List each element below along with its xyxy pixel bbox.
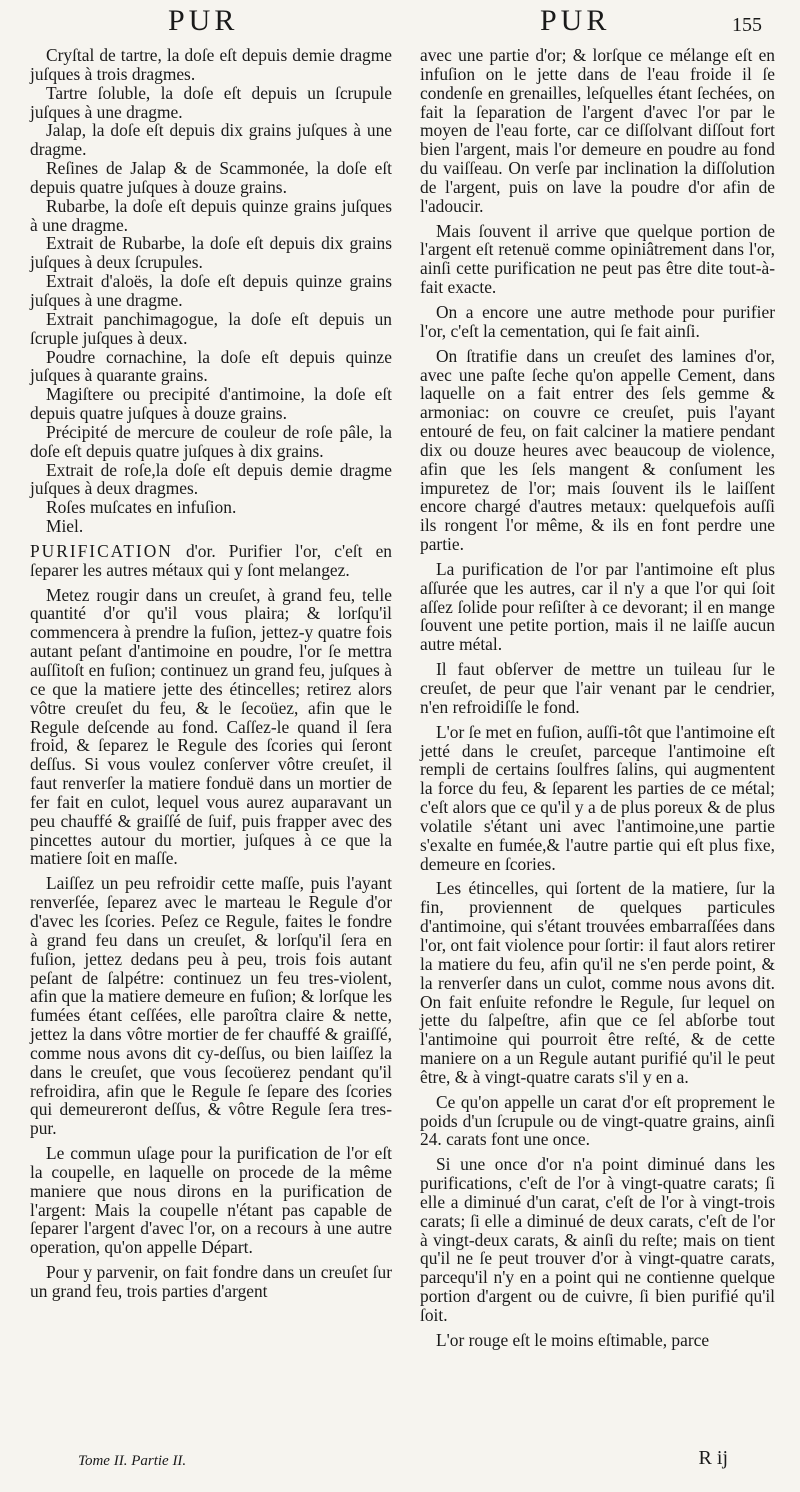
paragraph: Miel.: [46, 516, 84, 537]
entry-term: PURIFICATION: [30, 540, 173, 561]
paragraph: Extrait de Rubarbe, la doſe eſt depuis dix grains juſques à deux ſcrupules.: [30, 233, 392, 273]
paragraph: Il faut obſerver de mettre un tuileau ſur le creuſet, de peur que l'air venant par le cendrier, n'en refroidiſſe le fond.: [420, 659, 775, 717]
paragraph: Précipité de mercure de couleur de roſe pâle, la doſe eſt depuis quatre juſques à dix grains.: [30, 421, 392, 461]
entry-purification: [30, 542, 392, 580]
paragraph: Reſines de Jalap & de Scammonée, la doſe eſt depuis quatre juſques à douze grains.: [30, 158, 392, 197]
paragraph: Ce qu'on appelle un carat d'or eſt proprement le poids d'un ſcrupule ou de vingt-quatre grains, ainſi 24. carats font une once.: [420, 1091, 775, 1150]
paragraph: Tartre ſoluble, la doſe eſt depuis un ſcrupule juſques à une dragme.: [30, 82, 392, 122]
paragraph: L'or rouge eſt le moins eſtimable, parce: [436, 1329, 710, 1350]
paragraph: avec une partie d'or; & lorſque ce mélange eſt en infuſion on le jette dans de l'eau froide il ſe condenſe en grenailles, leſquelles étant ſechées, on fait la ſeparation de l'argent d'avec l'or par le moyen de l'eau forte, car ce diſſolvant diſſout fort bien l'argent, mais l'or demeure en poudre au fond du vaiſſeau. On verſe par inclination la diſſolution de l'argent, puis on lave la poudre d'or afin de l'adoucir.: [420, 45, 775, 216]
left-column: [30, 46, 392, 1301]
paragraph: Poudre cornachine, la doſe eſt depuis quinze juſques à quarante grains.: [30, 346, 392, 386]
paragraph: On a encore une autre methode pour purifier l'or, c'eſt la cementation, qui ſe fait ainſi.: [420, 301, 775, 341]
paragraph: Extrait de roſe,la doſe eſt depuis demie dragme juſques à deux dragmes.: [30, 459, 392, 499]
paragraph: Metez rougir dans un creuſet, à grand feu, telle quantité d'or qu'il vous plaira; & lorſqu'il commencera à prendre la fuſion, jettez-y quatre fois autant peſant d'antimoine en poudre, l'or ſe mettra auſſitoſt en fuſion; continuez un grand feu, juſques à ce que la matiere jette des étincelles; retirez alors vôtre creuſet du feu, & le ſecoüez, afin que le Regule deſcende au fond. Caſſez-le quand il ſera froid, & ſeparez le Regule des ſcories qui ſeront deſſus. Si vous voulez conſerver vôtre creuſet, il faut renverſer la matiere fonduë dans un mortier de fer fait en culot, lequel vous aurez auparavant un peu chauffé & graiſſé de ſuif, puis frapper avec des pincettes autour du mortier, juſques à ce que la matiere ſoit en maſſe.: [30, 584, 392, 869]
footer-volume: Tome II. Partie II.: [78, 1453, 187, 1469]
footer-signature: R ij: [698, 1447, 728, 1469]
paragraph: Extrait panchimagogue, la doſe eſt depuis un ſcruple juſques à deux.: [30, 308, 392, 348]
paragraph: Laiſſez un peu refroidir cette maſſe, puis l'ayant renverſée, ſeparez avec le marteau le Regule d'or d'avec les ſcories. Peſez ce Regule, faites le fondre à grand feu dans un creuſet, & lorſqu'il ſera en fuſion, jettez dedans peu à peu, trois fois autant peſant de ſalpétre: continuez un feu tres-violent, afin que la matiere demeure en fuſion; & lorſque les fumées étant ceſſées, elle paroîtra claire & nette, jettez la dans vôtre mortier de fer chauffé & graiſſé, comme nous avons dit cy-deſſus, ou bien laiſſez la dans le creuſet, que vous ſecoüerez pendant qu'il refroidira, afin que le Regule ſe ſepare des ſcories qui demeureront deſſus, & vôtre Regule ſera tres-pur.: [30, 873, 392, 1139]
paragraph: L'or ſe met en fuſion, auſſi-tôt que l'antimoine eſt jetté dans le creuſet, parceque l'antimoine eſt rempli de certains ſoulfres ſalins, qui augmentent la force du feu, & ſeparent les parties de ce métal; c'eſt alors que ce qu'il y a de plus poreux & de plus volatile s'étant uni avec l'antimoine,une partie s'exalte en fumée,& l'autre partie qui eſt plus fixe, demeure en ſcories.: [420, 721, 776, 874]
paragraph: On ſtratifie dans un creuſet des lamines d'or, avec une paſte ſeche qu'on appelle Cement, dans laquelle on a fait entrer des ſels gemme & armoniac: on couvre ce creuſet, puis l'ayant entouré de feu, on fait calciner la matiere pendant dix ou douze heures avec beaucoup de violence, afin que les ſels mangent & conſument les impuretez de l'or; mais ſouvent ils le laiſſent encore chargé d'autres metaux: quelquefois auſſi ils rongent l'or même, & ils en font perdre une partie.: [420, 345, 775, 555]
right-column: [420, 46, 775, 1350]
paragraph: Cryſtal de tartre, la doſe eſt depuis demie dragme juſques à trois dragmes.: [30, 45, 392, 84]
page-number: 155: [732, 14, 762, 36]
paragraph: Jalap, la doſe eſt depuis dix grains juſques à une dragme.: [30, 120, 392, 160]
running-head-right: PUR: [540, 4, 611, 37]
paragraph: Pour y parvenir, on fait fondre dans un creuſet ſur un grand feu, trois parties d'argent: [30, 1262, 392, 1301]
entry-definition: d'or. Purifier l'or, c'eſt en ſeparer les autres métaux qui y ſont melangez.: [30, 540, 392, 580]
paragraph: Mais ſouvent il arrive que quelque portion de l'argent eſt retenuë comme opiniâtrement dans l'or, ainſi cette purification ne peut pas être dite tout-à-fait exacte.: [420, 220, 775, 298]
paragraph: Extrait d'aloës, la doſe eſt depuis quinze grains juſques à une dragme.: [30, 271, 392, 310]
running-head-left: PUR: [168, 4, 239, 37]
paragraph: La purification de l'or par l'antimoine eſt plus aſſurée que les autres, car il n'y a que l'or qui ſoit aſſez ſolide pour reſiſter à ce devorant; il en mange ſouvent une petite portion, mais il ne laiſſe aucun autre métal.: [420, 558, 775, 655]
paragraph: Si une once d'or n'a point diminué dans les purifications, c'eſt de l'or à vingt-quatre carats; ſi elle a diminué d'un carat, c'eſt de l'or à vingt-trois carats; ſi elle a diminué de deux carats, c'eſt de l'or à vingt-deux carats, & ainſi du reſte; mais on tient qu'il ne ſe peut trouver d'or à vingt-quatre carats, parcequ'il n'y en a point qui ne contienne quelque portion d'argent ou de cuivre, ſi bien purifié qu'il ſoit.: [420, 1154, 775, 1325]
paragraph: Roſes muſcates en infuſion.: [46, 497, 237, 518]
paragraph: Magiſtere ou precipité d'antimoine, la doſe eſt depuis quatre juſques à douze grains.: [30, 384, 392, 424]
paragraph: Le commun uſage pour la purification de l'or eſt la coupelle, en laquelle on procede de la même maniere que nous dirons en la purification de l'argent: Mais la coupelle n'étant pas capable de ſeparer l'argent d'avec l'or, on a recours à une autre operation, qu'on appelle Départ.: [30, 1143, 392, 1258]
paragraph: Les étincelles, qui ſortent de la matiere, ſur la fin, proviennent de quelques particules d'antimoine, qui s'étant trouvées embarraſſées dans l'or, ont fait violence pour ſortir: il faut alors retirer la matiere du feu, afin qu'il ne s'en perde point, & la renverſer dans un culot, comme nous avons dit. On fait enſuite refondre le Regule, ſur lequel on jette du ſalpeſtre, afin que ce ſel abſorbe tout l'antimoine qui pourroit être reſté, & de cette maniere on a un Regule autant purifié qu'il le peut être, & à vingt-quatre carats s'il y en a.: [420, 878, 775, 1087]
paragraph: Rubarbe, la doſe eſt depuis quinze grains juſques à une dragme.: [30, 195, 392, 235]
